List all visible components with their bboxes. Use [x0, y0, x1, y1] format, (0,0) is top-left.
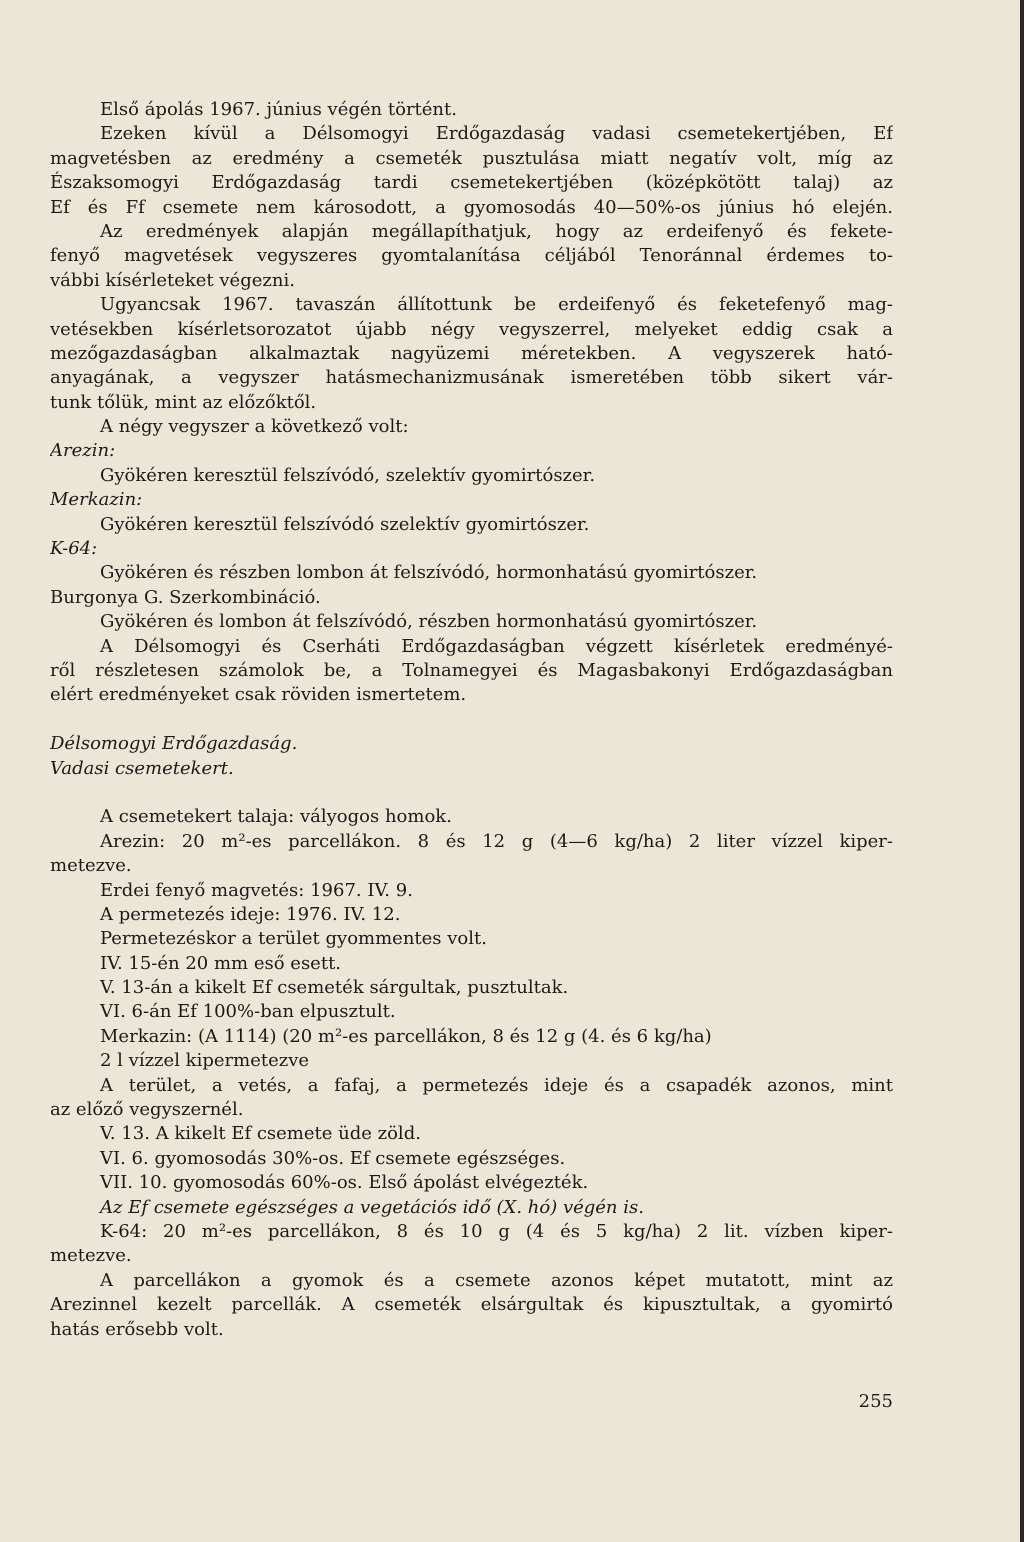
text-line: Északsomogyi Erdőgazdaság tardi csemetekertjében (középkötött talaj) az: [50, 172, 893, 194]
text-line: ről részletesen számolok be, a Tolnamegyei és Magasbakonyi Erdőgazdaságban: [50, 659, 893, 681]
text-line: Gyökéren keresztül felszívódó, szelektív gyomirtószer.: [100, 464, 596, 486]
text-line: A parcellákon a gyomok és a csemete azonos képet mutatott, mint az: [100, 1269, 893, 1291]
text-line: IV. 15-én 20 mm eső esett.: [100, 952, 342, 974]
page-number: 255: [858, 1391, 893, 1412]
text-line: Ugyancsak 1967. tavaszán állítottunk be erdeifenyő és feketefenyő mag-: [100, 294, 893, 316]
text-line: az előző vegyszernél.: [50, 1099, 244, 1121]
text-line: Arezin: 20 m²-es parcellákon. 8 és 12 g (4—6 kg/ha) 2 liter vízzel kiper-: [100, 830, 893, 852]
text-line: K-64: 20 m²-es parcellákon, 8 és 10 g (4 és 5 kg/ha) 2 lit. vízben kiper-: [100, 1220, 893, 1242]
text-line: magvetésben az eredmény a csemeték pusztulása miatt negatív volt, míg az: [50, 147, 893, 169]
text-line: Délsomogyi Erdőgazdaság.: [50, 733, 298, 755]
text-line: Erdei fenyő magvetés: 1967. IV. 9.: [100, 879, 413, 901]
text-line: Az eredmények alapján megállapíthatjuk, hogy az erdeifenyő és fekete-: [100, 220, 893, 242]
text-line: vetésekben kísérletsorozatot újabb négy vegyszerrel, melyeket eddig csak a: [50, 318, 893, 340]
text-line: V. 13-án a kikelt Ef csemeték sárgultak, pusztultak.: [100, 977, 569, 999]
text-line: A permetezés ideje: 1976. IV. 12.: [100, 903, 401, 925]
text-line: anyagának, a vegyszer hatásmechanizmusának ismeretében több sikert vár-: [50, 367, 893, 389]
text-line: A négy vegyszer a következő volt:: [100, 416, 409, 438]
blank-line: [50, 708, 893, 732]
text-line: tunk tőlük, mint az előzőktől.: [50, 391, 317, 413]
text-line: mezőgazdaságban alkalmaztak nagyüzemi méretekben. A vegyszerek ható-: [50, 342, 893, 364]
scan-edge: [1020, 0, 1024, 1542]
text-line: Burgonya G. Szerkombináció.: [50, 586, 321, 608]
text-line: vábbi kísérleteket végezni.: [50, 269, 295, 291]
text-line: VII. 10. gyomosodás 60%-os. Első ápolást elvégezték.: [100, 1172, 589, 1194]
text-line: Merkazin: (A 1114) (20 m²-es parcellákon, 8 és 12 g (4. és 6 kg/ha): [100, 1025, 712, 1047]
blank-line: [50, 781, 893, 805]
text-line: Permetezéskor a terület gyommentes volt.: [100, 928, 487, 950]
text-line: Arezinnel kezelt parcellák. A csemeték elsárgultak és kipusztultak, a gyomirtó: [50, 1294, 893, 1316]
text-line: A Délsomogyi és Cserháti Erdőgazdaságban végzett kísérletek eredményé-: [100, 635, 893, 657]
text-line: Vadasi csemetekert.: [50, 757, 234, 779]
text-line: Gyökéren és lombon át felszívódó, részben hormonhatású gyomirtószer.: [100, 611, 758, 633]
text-line: fenyő magvetések vegyszeres gyomtalanítása céljából Tenoránnal érdemes to-: [50, 245, 893, 267]
text-line: Merkazin:: [50, 489, 143, 511]
text-line: elért eredményeket csak röviden ismertetem.: [50, 684, 467, 706]
text-line: Ezeken kívül a Délsomogyi Erdőgazdaság vadasi csemetekertjében, Ef: [100, 123, 893, 145]
text-line: 2 l vízzel kipermetezve: [100, 1050, 310, 1072]
text-line: A terület, a vetés, a fafaj, a permetezés ideje és a csapadék azonos, mint: [100, 1074, 893, 1096]
text-line: metezve.: [50, 1245, 132, 1267]
text-line: Első ápolás 1967. június végén történt.: [100, 99, 457, 120]
text-line: V. 13. A kikelt Ef csemete üde zöld.: [100, 1123, 421, 1145]
text-line: VI. 6. gyomosodás 30%-os. Ef csemete egészséges.: [100, 1147, 566, 1169]
text-line: metezve.: [50, 855, 132, 877]
text-line: Ef és Ff csemete nem károsodott, a gyomosodás 40—50%-os június hó elején.: [50, 196, 893, 218]
text-line: hatás erősebb volt.: [50, 1318, 224, 1340]
text-line: Gyökéren és részben lombon át felszívódó, hormonhatású gyomirtószer.: [100, 562, 758, 584]
text-column: [50, 98, 893, 1342]
text-line: Arezin:: [50, 440, 116, 462]
text-line: A csemetekert talaja: vályogos homok.: [100, 806, 452, 828]
text-line: K-64:: [50, 538, 98, 560]
text-line: Gyökéren keresztül felszívódó szelektív gyomirtószer.: [100, 513, 590, 535]
text-line: Az Ef csemete egészséges a vegetációs idő (X. hó) végén is.: [100, 1196, 644, 1218]
text-line: VI. 6-án Ef 100%-ban elpusztult.: [100, 1001, 396, 1023]
